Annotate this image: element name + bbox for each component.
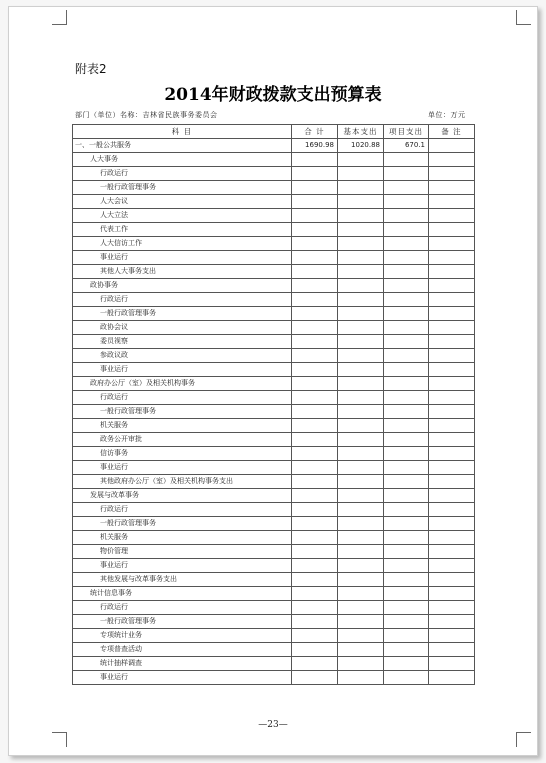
note-cell [429,503,475,517]
total-cell [292,615,338,629]
table-row [73,643,475,657]
project-cell [384,475,429,489]
subject-cell: 行政运行 [73,601,292,615]
note-cell [429,643,475,657]
total-cell [292,391,338,405]
table-row [73,251,475,265]
basic-cell [338,475,384,489]
subject-cell: 一般行政管理事务 [73,181,292,195]
note-cell [429,391,475,405]
note-cell [429,167,475,181]
table-row [73,195,475,209]
project-cell [384,629,429,643]
basic-cell [338,503,384,517]
basic-cell [338,377,384,391]
subject-cell: 专项统计业务 [73,629,292,643]
note-cell [429,559,475,573]
crop-mark-bottom-left [52,732,67,747]
basic-cell [338,587,384,601]
project-cell [384,377,429,391]
total-cell [292,335,338,349]
note-cell [429,671,475,685]
note-cell [429,657,475,671]
project-cell [384,447,429,461]
table-row [73,279,475,293]
project-cell [384,419,429,433]
total-cell [292,405,338,419]
total-cell [292,489,338,503]
note-cell [429,447,475,461]
table-row [73,489,475,503]
table-row [73,391,475,405]
table-row [73,139,475,153]
basic-cell [338,265,384,279]
crop-mark-top-right [516,10,531,25]
note-cell [429,615,475,629]
total-cell [292,251,338,265]
total-cell [292,307,338,321]
basic-cell [338,167,384,181]
basic-cell [338,657,384,671]
project-cell [384,391,429,405]
table-row [73,503,475,517]
total-cell [292,377,338,391]
subject-cell: 事业运行 [73,363,292,377]
note-cell [429,279,475,293]
subject-cell: 事业运行 [73,559,292,573]
note-cell [429,349,475,363]
subject-cell: 政府办公厅（室）及相关机构事务 [73,377,292,391]
note-cell [429,251,475,265]
column-header-total: 合 计 [292,125,338,139]
table-row [73,545,475,559]
table-row [73,475,475,489]
table-row [73,293,475,307]
total-cell [292,293,338,307]
basic-cell [338,629,384,643]
subject-cell: 委员视察 [73,335,292,349]
note-cell [429,587,475,601]
basic-cell: 1020.88 [338,139,384,153]
table-row [73,307,475,321]
subject-cell: 一般行政管理事务 [73,517,292,531]
subject-cell: 一般行政管理事务 [73,405,292,419]
table-row [73,265,475,279]
subject-cell: 一、一般公共服务 [73,139,292,153]
basic-cell [338,447,384,461]
project-cell [384,209,429,223]
total-cell [292,363,338,377]
subject-cell: 信访事务 [73,447,292,461]
total-cell [292,419,338,433]
project-cell [384,237,429,251]
table-row [73,335,475,349]
project-cell [384,559,429,573]
subject-cell: 政协会议 [73,321,292,335]
table-row [73,657,475,671]
table-row [73,447,475,461]
subject-cell: 其他人大事务支出 [73,265,292,279]
basic-cell [338,573,384,587]
total-cell [292,475,338,489]
project-cell [384,615,429,629]
total-cell [292,321,338,335]
project-cell [384,517,429,531]
page-title: 2014年财政拨款支出预算表 [164,85,382,105]
basic-cell [338,391,384,405]
table-row [73,601,475,615]
subject-cell: 统计信息事务 [73,587,292,601]
subject-cell: 事业运行 [73,251,292,265]
project-cell [384,657,429,671]
project-cell [384,223,429,237]
total-cell [292,587,338,601]
subject-cell: 行政运行 [73,503,292,517]
table-row [73,209,475,223]
total-cell [292,545,338,559]
total-cell [292,559,338,573]
note-cell [429,195,475,209]
column-header-subject: 科 目 [73,125,292,139]
basic-cell [338,545,384,559]
crop-mark-bottom-right [516,732,531,747]
annex-label: 附表2 [75,62,107,76]
project-cell [384,671,429,685]
project-cell [384,587,429,601]
total-cell [292,461,338,475]
note-cell [429,433,475,447]
subject-cell: 其他发展与改革事务支出 [73,573,292,587]
basic-cell [338,363,384,377]
basic-cell [338,195,384,209]
project-cell [384,251,429,265]
table-row [73,405,475,419]
table-row [73,223,475,237]
note-cell [429,517,475,531]
total-cell [292,167,338,181]
project-cell [384,503,429,517]
subject-cell: 事业运行 [73,461,292,475]
project-cell [384,643,429,657]
total-cell [292,279,338,293]
total-cell [292,209,338,223]
department-name: 部门（单位）名称：吉林省民族事务委员会 [75,111,218,119]
note-cell [429,181,475,195]
table-row [73,671,475,685]
project-cell [384,265,429,279]
subject-cell: 行政运行 [73,391,292,405]
subject-cell: 其他政府办公厅（室）及相关机构事务支出 [73,475,292,489]
basic-cell [338,615,384,629]
note-cell [429,475,475,489]
subject-cell: 一般行政管理事务 [73,307,292,321]
project-cell [384,153,429,167]
column-header-note: 备 注 [429,125,475,139]
table-row [73,419,475,433]
note-cell [429,377,475,391]
subject-cell: 人大立法 [73,209,292,223]
note-cell [429,419,475,433]
table-row [73,517,475,531]
project-cell [384,181,429,195]
table-row [73,153,475,167]
total-cell [292,517,338,531]
note-cell [429,531,475,545]
basic-cell [338,461,384,475]
subject-cell: 发展与改革事务 [73,489,292,503]
note-cell [429,545,475,559]
project-cell [384,293,429,307]
basic-cell [338,531,384,545]
basic-cell [338,349,384,363]
note-cell [429,265,475,279]
total-cell [292,265,338,279]
project-cell [384,195,429,209]
note-cell [429,293,475,307]
table-row [73,363,475,377]
subject-cell: 事业运行 [73,671,292,685]
project-cell [384,307,429,321]
subject-cell: 参政议政 [73,349,292,363]
subject-cell: 机关服务 [73,419,292,433]
project-cell [384,573,429,587]
note-cell [429,153,475,167]
subject-cell: 行政运行 [73,293,292,307]
subject-cell: 人大事务 [73,153,292,167]
project-cell [384,531,429,545]
basic-cell [338,405,384,419]
basic-cell [338,419,384,433]
project-cell [384,167,429,181]
table-row [73,237,475,251]
total-cell [292,349,338,363]
subject-cell: 政务公开审批 [73,433,292,447]
project-cell [384,405,429,419]
project-cell [384,433,429,447]
project-cell [384,601,429,615]
crop-mark-top-left [52,10,67,25]
project-cell [384,461,429,475]
total-cell [292,671,338,685]
project-cell [384,545,429,559]
basic-cell [338,181,384,195]
project-cell [384,349,429,363]
note-cell [429,461,475,475]
table-row [73,377,475,391]
subject-cell: 行政运行 [73,167,292,181]
basic-cell [338,237,384,251]
subject-cell: 人大信访工作 [73,237,292,251]
subject-cell: 机关服务 [73,531,292,545]
note-cell [429,237,475,251]
total-cell [292,503,338,517]
subject-cell: 人大会议 [73,195,292,209]
budget-table [72,124,475,685]
note-cell [429,363,475,377]
note-cell [429,321,475,335]
project-cell [384,363,429,377]
basic-cell [338,517,384,531]
basic-cell [338,153,384,167]
total-cell [292,195,338,209]
note-cell [429,405,475,419]
note-cell [429,335,475,349]
total-cell [292,433,338,447]
note-cell [429,209,475,223]
total-cell [292,153,338,167]
note-cell [429,223,475,237]
total-cell [292,447,338,461]
basic-cell [338,671,384,685]
total-cell [292,629,338,643]
note-cell [429,573,475,587]
table-header-row [73,125,475,139]
note-cell [429,601,475,615]
project-cell [384,489,429,503]
basic-cell [338,559,384,573]
project-cell [384,279,429,293]
basic-cell [338,209,384,223]
basic-cell [338,601,384,615]
total-cell [292,573,338,587]
note-cell [429,629,475,643]
table-row [73,433,475,447]
note-cell [429,489,475,503]
basic-cell [338,643,384,657]
table-row [73,629,475,643]
subject-cell: 政协事务 [73,279,292,293]
table-row [73,573,475,587]
basic-cell [338,433,384,447]
basic-cell [338,335,384,349]
basic-cell [338,293,384,307]
column-header-basic: 基本支出 [338,125,384,139]
subject-cell: 物价管理 [73,545,292,559]
project-cell [384,321,429,335]
total-cell [292,237,338,251]
subject-cell: 代表工作 [73,223,292,237]
subject-cell: 一般行政管理事务 [73,615,292,629]
basic-cell [338,489,384,503]
note-cell [429,139,475,153]
column-header-project: 项目支出 [384,125,429,139]
total-cell [292,657,338,671]
basic-cell [338,307,384,321]
total-cell [292,601,338,615]
note-cell [429,307,475,321]
project-cell [384,335,429,349]
total-cell [292,181,338,195]
project-cell: 670.1 [384,139,429,153]
table-row [73,587,475,601]
table-row [73,559,475,573]
total-cell [292,531,338,545]
table-row [73,531,475,545]
page-number: —23— [258,720,288,730]
table-row [73,615,475,629]
table-row [73,181,475,195]
table-row [73,461,475,475]
basic-cell [338,321,384,335]
subject-cell: 专项普查活动 [73,643,292,657]
table-row [73,321,475,335]
table-row [73,167,475,181]
table-row [73,349,475,363]
basic-cell [338,279,384,293]
total-cell [292,643,338,657]
subject-cell: 统计抽样调查 [73,657,292,671]
total-cell [292,223,338,237]
basic-cell [338,223,384,237]
unit-label: 单位：万元 [428,111,466,119]
total-cell: 1690.98 [292,139,338,153]
basic-cell [338,251,384,265]
